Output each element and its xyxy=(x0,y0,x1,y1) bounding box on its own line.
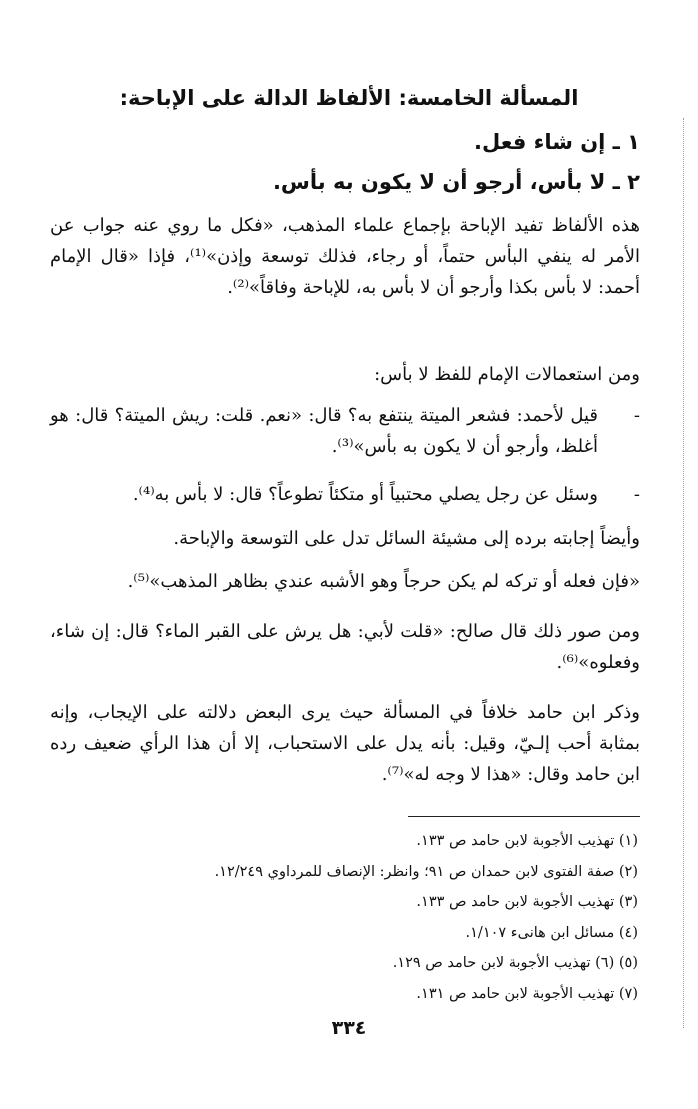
page-number: ٣٣٤ xyxy=(331,1017,367,1039)
bullet-dash: - xyxy=(633,484,640,505)
margin-line xyxy=(683,118,684,1028)
list-item-2: ٢ ـ لا بأس، أرجو أن لا يكون به بأس. xyxy=(272,170,640,194)
footnote-3: (٣) تهذيب الأجوبة لابن حامد ص ١٣٣. xyxy=(416,894,638,910)
footnote-6: (٧) تهذيب الأجوبة لابن حامد ص ١٣١. xyxy=(416,985,638,1002)
paragraph-2: ومن استعمالات الإمام للفظ لا بأس: xyxy=(374,364,640,385)
paragraph-4: «فإن فعله أو تركه لم يكن حرجاً وهو الأشبه عندي بظاهر المذهب»⁽⁵⁾. xyxy=(127,571,640,592)
footnote-2: (٢) صفة الفتوى لابن حمدان ص ٩١؛ وانظر: الإنصاف للمرداوي ١٢/٢٤٩. xyxy=(214,863,638,880)
bullet-dash: - xyxy=(633,405,640,426)
bullet-text: وسئل عن رجل يصلي محتبياً أو متكئاً تطوعاً؟ قال: لا بأس به⁽⁴⁾. xyxy=(132,484,598,505)
paragraph-5: ومن صور ذلك قال صالح: «قلت لأبي: هل يرش على القبر الماء؟ قال: إن شاء، وفعلوه»⁽⁶⁾. xyxy=(50,621,640,673)
list-item-1: ١ ـ إن شاء فعل. xyxy=(474,130,640,154)
bullet-item-1 xyxy=(50,400,640,462)
paragraph-1: هذه الألفاظ تفيد الإباحة بإجماع علماء المذهب، «فكل ما روي عنه جواب عن الأمر له ينفي البأس حتماً، أو رجاء، فذلك توسعة وإذن»⁽¹⁾، فإذا «قال الإمام أحمد: لا بأس بكذا وأرجو أن لا بأس به، للإباحة وفاقاً»⁽²⁾. xyxy=(50,215,641,298)
footnote-1: (١) تهذيب الأجوبة لابن حامد ص ١٣٣. xyxy=(416,833,638,849)
footnote-separator xyxy=(408,816,640,817)
bullet-text: قيل لأحمد: فشعر الميتة ينتفع به؟ قال: «نعم. قلت: ريش الميتة؟ قال: هو أغلظ، وأرجو أن لا يكون به بأس»⁽³⁾. xyxy=(50,405,598,457)
paragraph-3: وأيضاً إجابته برده إلى مشيئة السائل تدل على التوسعة والإباحة. xyxy=(173,528,640,549)
paragraph-6: وذكر ابن حامد خلافاً في المسألة حيث يرى البعض دلالته على الإيجاب، وإنه بمثابة أحب إلـيّ، وقيل: بأنه يدل على الاستحباب، إلا أن هذا الرأي ضعيف رده ابن حامد وقال: «هذا لا وجه له»⁽⁷⁾. xyxy=(50,702,640,785)
footnote-4: (٤) مسائل ابن هانىء ١/١٠٧. xyxy=(465,924,638,941)
section-title: المسألة الخامسة: الألفاظ الدالة على الإباحة: xyxy=(119,86,579,110)
footnotes xyxy=(48,826,638,1009)
footnote-5: (٥) (٦) تهذيب الأجوبة لابن حامد ص ١٢٩. xyxy=(392,955,638,971)
bullet-item-2 xyxy=(50,479,640,510)
